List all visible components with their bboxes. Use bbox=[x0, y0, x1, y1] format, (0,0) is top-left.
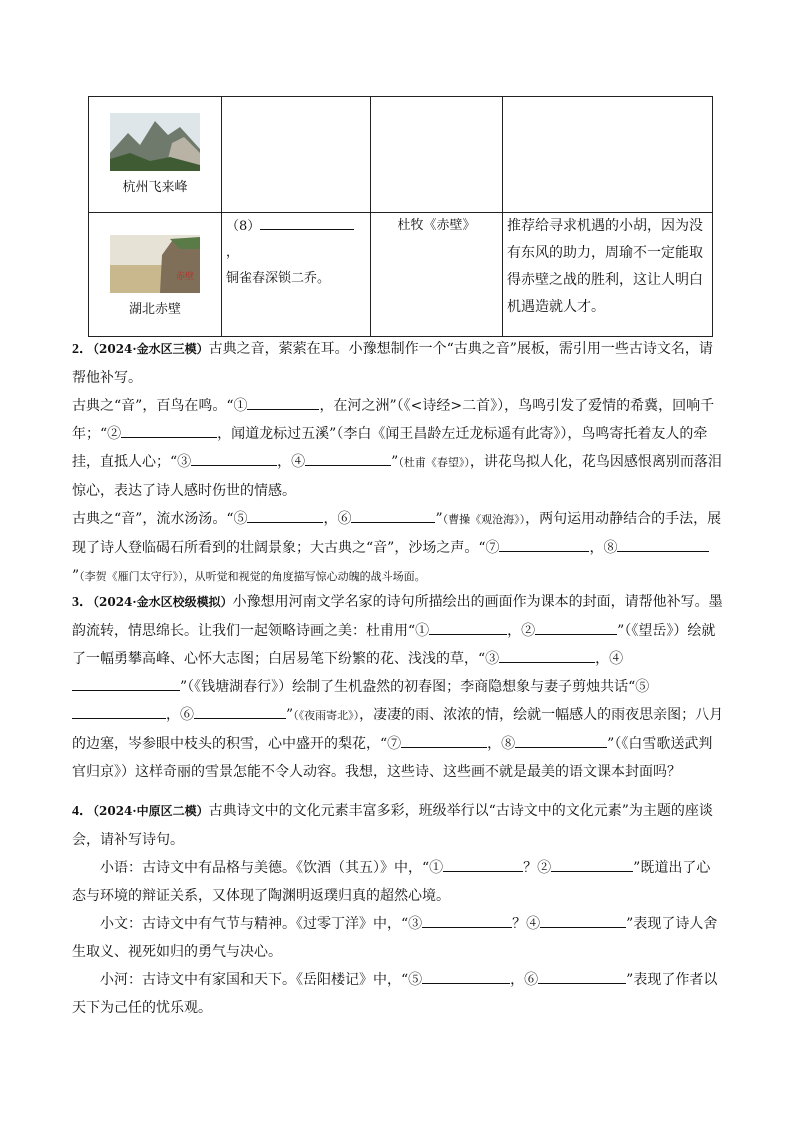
answer-blank[interactable] bbox=[72, 674, 180, 691]
answer-blank[interactable] bbox=[121, 421, 217, 438]
answer-blank[interactable] bbox=[401, 731, 487, 748]
location-cell bbox=[89, 213, 222, 337]
verse-number: （8） bbox=[226, 219, 261, 234]
answer-blank[interactable] bbox=[499, 646, 595, 663]
answer-blank[interactable] bbox=[515, 731, 607, 748]
answer-blank[interactable] bbox=[443, 855, 523, 872]
question-2: 2．（2024·金水区三模）古典之音，萦萦在耳。小豫想制作一个“古典之音”展板，需引用一些古诗文名，请帮他补写。 古典之“音”，百鸟在鸣。“① ，在河之洲”（《<诗经>二首》），鸟鸣引发了爱情的希冀，回响千年；“② ，闻道龙标过五溪”（李白《闻王昌龄左迁龙标遥有此寄》），鸟鸣寄托着友人的牵挂，直抵人心；“③ ，④ ”（杜甫《春望》），讲花鸟拟人化，花鸟因感恨离别而落泪惊心，表达了诗人感时伤世的情感。 古典之“音”，流水汤汤。“⑤ ，⑥ ”（曹操《观沧海》），两句运用动静结合的手法，展现了诗人登临碣石所看到的壮阔景象；大古典之“音”，沙场之声。“⑦ ，⑧”（李贺《雁门太守行》），从听觉和视觉的角度描写惊心动魄的战斗场面。 bbox=[72, 341, 722, 584]
location-label: 湖北赤壁 bbox=[128, 302, 181, 317]
source-cell: 杜牧《赤壁》 bbox=[371, 213, 503, 337]
answer-blank[interactable] bbox=[429, 618, 507, 635]
answer-blank[interactable] bbox=[551, 855, 633, 872]
answer-blank[interactable] bbox=[617, 535, 709, 552]
answer-blank[interactable] bbox=[247, 506, 323, 523]
cliff-river-photo-icon bbox=[110, 235, 200, 293]
answer-blank[interactable] bbox=[194, 702, 286, 719]
source-cell bbox=[371, 97, 503, 213]
answer-blank[interactable] bbox=[422, 967, 510, 984]
answer-blank[interactable] bbox=[499, 535, 589, 552]
table-row bbox=[89, 97, 713, 213]
question-source: （2024·金水区三模） bbox=[93, 342, 209, 356]
answer-blank[interactable] bbox=[535, 618, 617, 635]
verse-line: 铜雀春深锁二乔。 bbox=[226, 271, 331, 286]
poetry-table bbox=[88, 96, 713, 337]
question-4: 4．（2024·中原区二模）古典诗文中的文化元素丰富多彩，班级举行以“古诗文中的文化元素”为主题的座谈会，请补写诗句。 小语：古诗文中有品格与美德。《饮酒（其五）》中，“① ？② ”既道出了心态与环境的辩证关系，又体现了陶渊明返璞归真的超然心境。 小文：古诗文中有气节与精神。《过零丁洋》中，“③ ？④ ”表现了诗人舍生取义、视死如归的勇气与决心。 小河：古诗文中有家国和天下。《岳阳楼记》中，“⑤ ，⑥ ”表现了作者以天下为己任的忧乐观。 bbox=[72, 803, 718, 1016]
answer-blank[interactable] bbox=[540, 911, 626, 928]
reason-cell: 推荐给寻求机遇的小胡，因为没有东风的助力，周瑜不一定能取得赤壁之战的胜利，这让人明白机遇造就人才。 bbox=[503, 213, 713, 337]
question-number: 4． bbox=[72, 804, 93, 819]
location-cell bbox=[89, 97, 222, 213]
question-3: 3．（2024·金水区校级模拟）小豫想用河南文学名家的诗句所描绘出的画面作为课本的封面，请帮他补写。墨韵流转，情思绵长。让我们一起领略诗画之美：杜甫用“① ，② ”（《望岳》）绘就了一幅勇攀高峰、心怀大志图；白居易笔下纷繁的花、浅浅的草，“③ ，④”（《钱塘湖春行》）绘制了生机盎然的初春图；李商隐想象与妻子剪烛共话“⑤，⑥ ”（《夜雨寄北》），凄凄的雨、浓浓的情，绘就一幅感人的雨夜思亲图；八月的边塞，岑参眼中枝头的积雪，心中盛开的梨花，“⑦ ，⑧ ”（《白雪歌送武判官归京》）这样奇丽的雪景怎能不令人动容。我想，这些诗、这些画不就是最美的语文课本封面吗？ bbox=[72, 594, 724, 780]
location-label: 杭州飞来峰 bbox=[122, 180, 188, 195]
answer-blank[interactable] bbox=[247, 393, 319, 410]
svg-text:赤壁: 赤壁 bbox=[176, 272, 195, 282]
verse-cell bbox=[222, 97, 371, 213]
question-source: （2024·中原区二模） bbox=[93, 804, 209, 818]
verse-cell: （8）， 铜雀春深锁二乔。 bbox=[222, 213, 371, 337]
reason-cell bbox=[503, 97, 713, 213]
answer-blank[interactable] bbox=[72, 702, 166, 719]
answer-blank[interactable] bbox=[305, 449, 391, 466]
question-number: 2． bbox=[72, 342, 93, 357]
table-row bbox=[89, 213, 713, 337]
answer-blank[interactable] bbox=[191, 449, 277, 466]
answer-blank[interactable] bbox=[422, 911, 512, 928]
question-intro: 古典之音，萦萦在耳。小豫想制作一个“古典之音”展板，需引用一些古诗文名，请帮他补写。 bbox=[72, 341, 713, 386]
answer-blank[interactable] bbox=[351, 506, 435, 523]
answer-blank[interactable] bbox=[260, 213, 354, 230]
question-intro: 古典诗文中的文化元素丰富多彩，班级举行以“古诗文中的文化元素”为主题的座谈会，请补写诗句。 bbox=[72, 803, 713, 848]
mountain-photo-icon bbox=[110, 113, 200, 171]
question-number: 3． bbox=[72, 595, 93, 610]
answer-blank[interactable] bbox=[538, 967, 626, 984]
question-source: （2024·金水区校级模拟） bbox=[93, 595, 233, 609]
